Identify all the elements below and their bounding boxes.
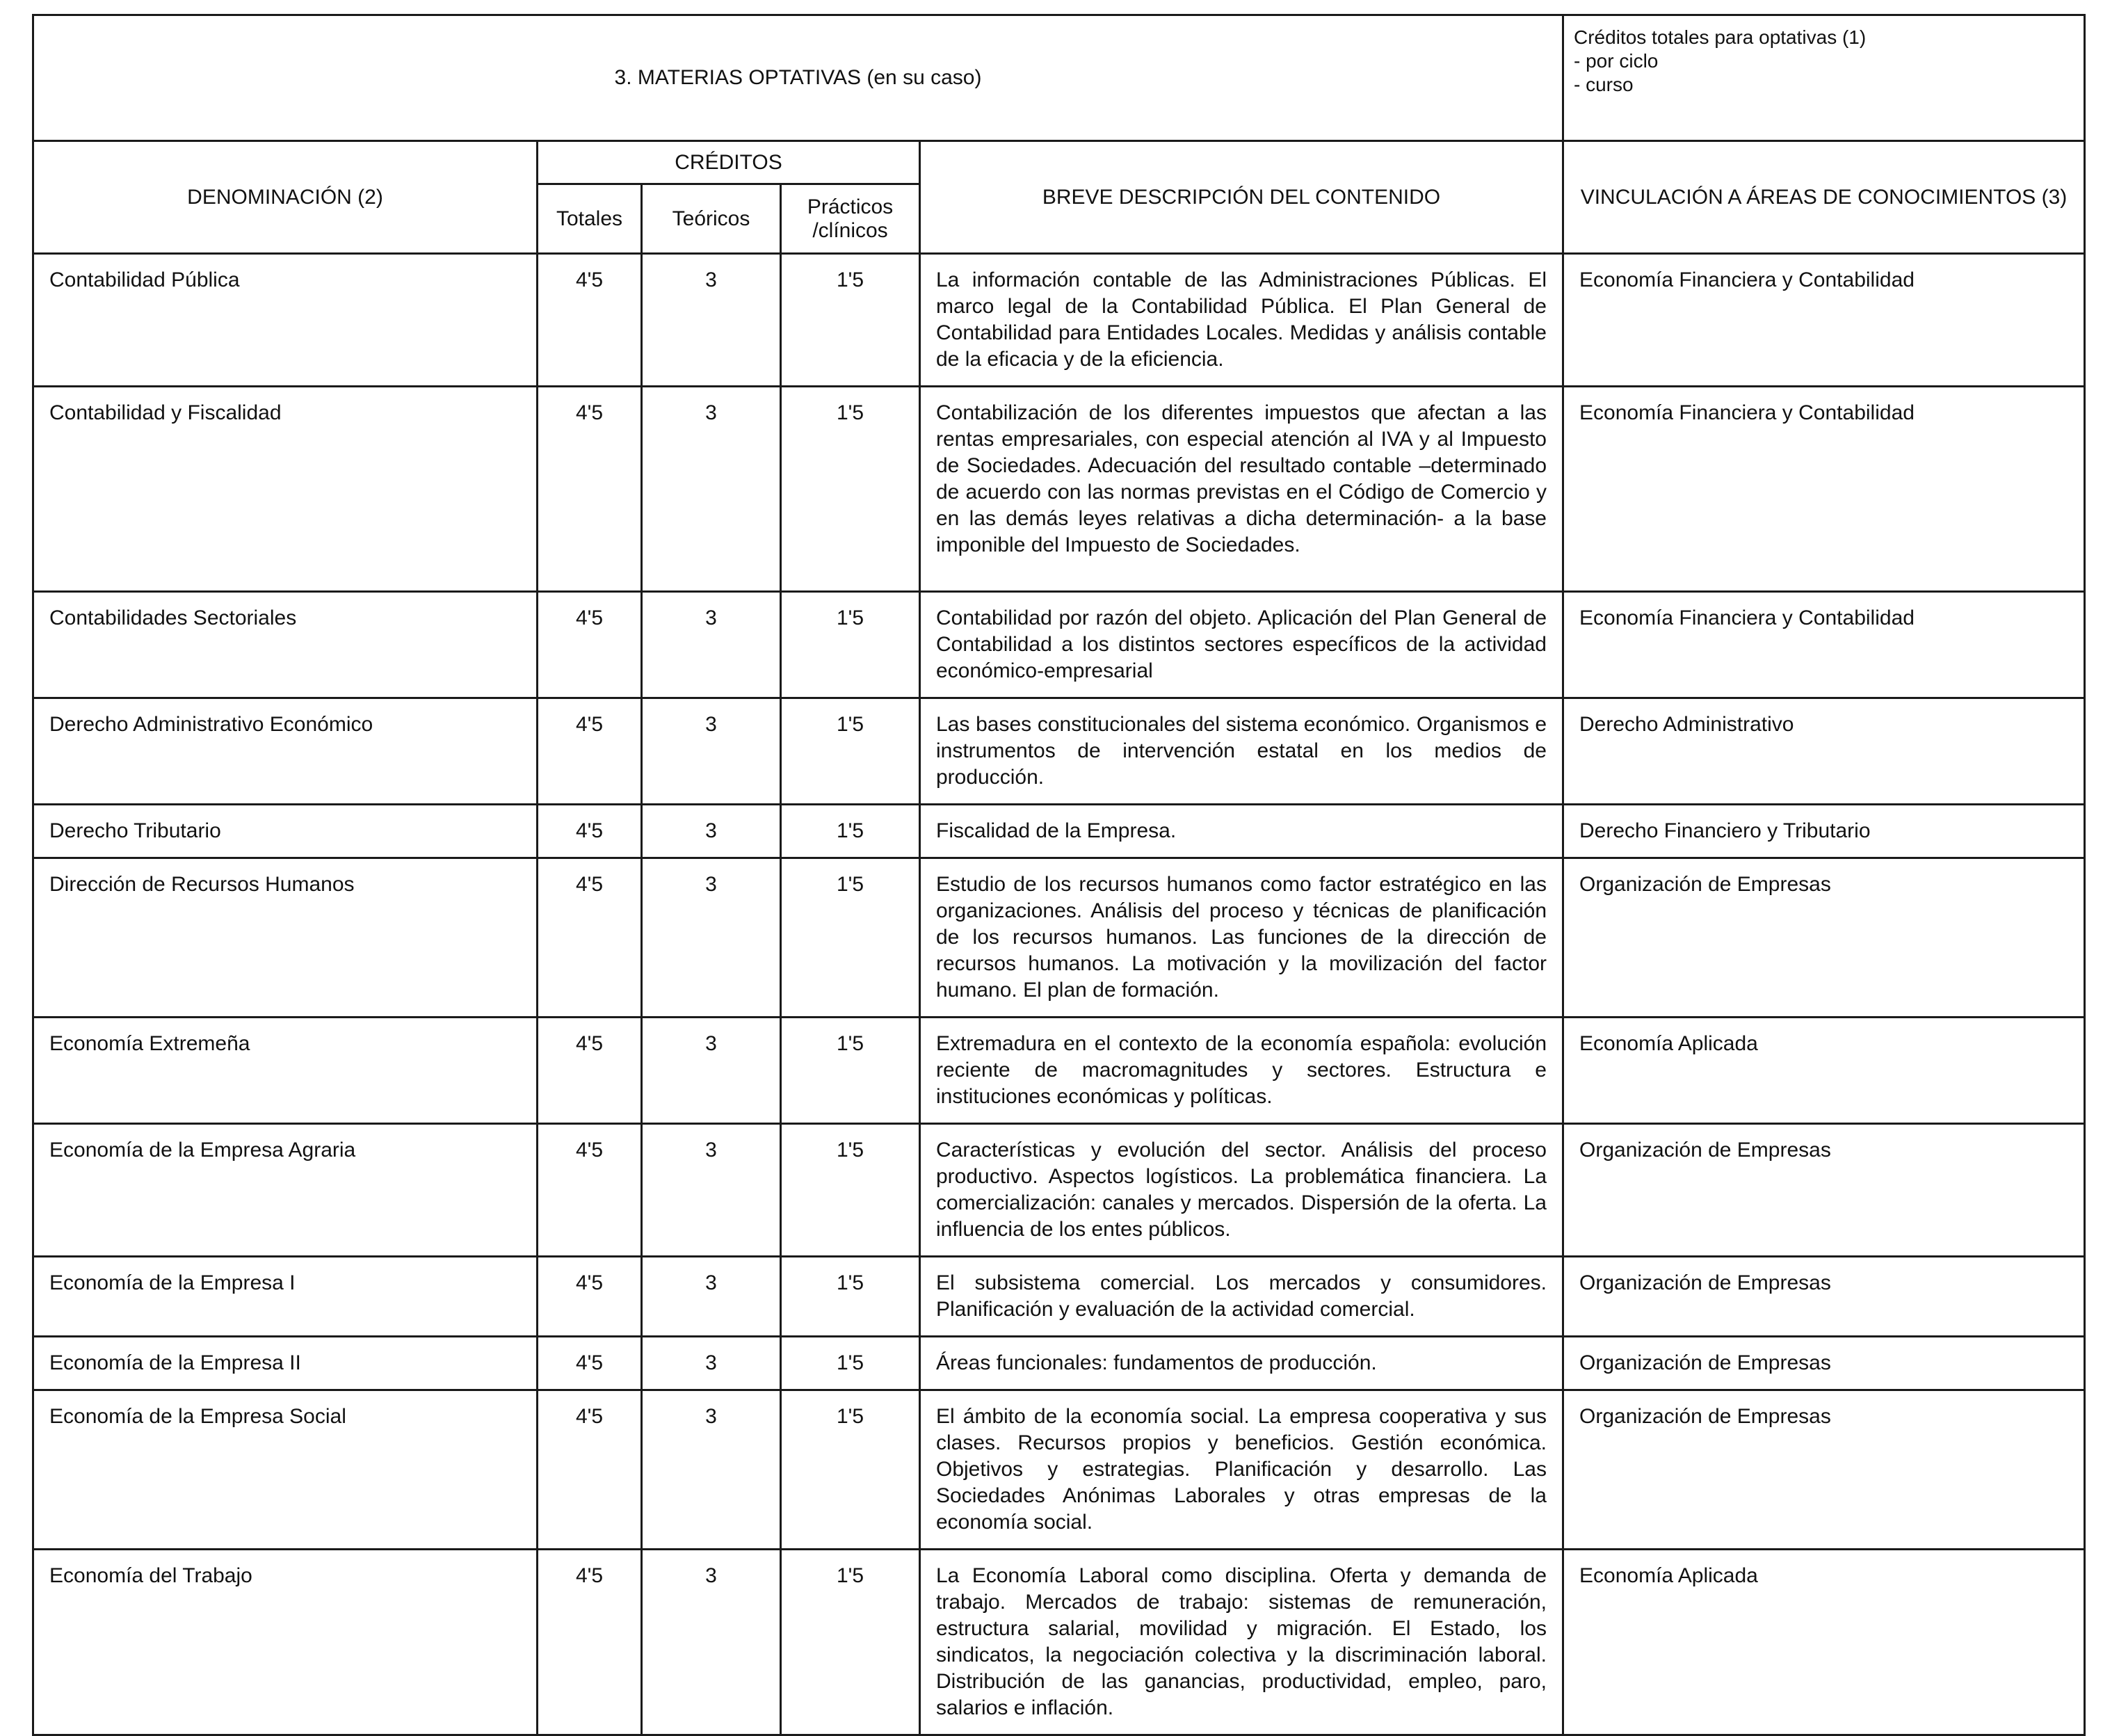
section-title: 3. MATERIAS OPTATIVAS (en su caso) xyxy=(33,15,1563,141)
col-header-practicos-line-2: /clínicos xyxy=(812,218,888,242)
credits-teoricos: 3 xyxy=(642,1390,781,1550)
subject-description: La Economía Laboral como disciplina. Oferta y demanda de trabajo. Mercados de trabajo: sistemas de remuneración, estructura salarial, movilidad y migración. El Estado, los sindicatos, la negociación colectiva y la discriminación laboral. Distribución de las ganancias, productividad, empleo, paro, salarios e inflación. xyxy=(920,1550,1563,1735)
credits-totales: 4'5 xyxy=(538,1124,642,1257)
materias-optativas-table xyxy=(32,14,2086,1736)
subject-name: Contabilidad y Fiscalidad xyxy=(33,387,538,592)
credits-practicos: 1'5 xyxy=(781,592,920,698)
subject-description: Fiscalidad de la Empresa. xyxy=(920,805,1563,858)
col-header-totales: Totales xyxy=(538,184,642,254)
subject-name: Contabilidades Sectoriales xyxy=(33,592,538,698)
col-header-denominacion: DENOMINACIÓN (2) xyxy=(33,141,538,254)
col-header-vinculacion: VINCULACIÓN A ÁREAS DE CONOCIMIENTOS (3) xyxy=(1563,141,2085,254)
credits-practicos: 1'5 xyxy=(781,254,920,387)
subject-name: Derecho Tributario xyxy=(33,805,538,858)
col-header-creditos: CRÉDITOS xyxy=(538,141,920,184)
subject-name: Contabilidad Pública xyxy=(33,254,538,387)
optativas-line-3: - curso xyxy=(1574,74,1634,95)
subject-description: Contabilidad por razón del objeto. Aplicación del Plan General de Contabilidad a los distintos sectores específicos de la actividad económico-empresarial xyxy=(920,592,1563,698)
table-row xyxy=(33,1550,2085,1735)
subject-name: Derecho Administrativo Económico xyxy=(33,698,538,805)
table-row xyxy=(33,387,2085,592)
subject-description: Extremadura en el contexto de la economía española: evolución reciente de macromagnitudes y sectores. Estructura e instituciones económicas y políticas. xyxy=(920,1018,1563,1124)
subject-description: Contabilización de los diferentes impuestos que afectan a las rentas empresariales, con especial atención al IVA y al Impuesto de Sociedades. Adecuación del resultado contable –determinado de acuerdo con las normas previstas en el Código de Comercio y en las demás leyes relativas a dicha determinación- a la base imponible del Impuesto de Sociedades. xyxy=(920,387,1563,592)
subject-description: Áreas funcionales: fundamentos de producción. xyxy=(920,1337,1563,1390)
table-row xyxy=(33,1257,2085,1337)
col-header-descripcion: BREVE DESCRIPCIÓN DEL CONTENIDO xyxy=(920,141,1563,254)
optativas-credits-info xyxy=(1563,15,2085,141)
col-header-teoricos: Teóricos xyxy=(642,184,781,254)
subject-description: La información contable de las Administraciones Públicas. El marco legal de la Contabilidad Pública. El Plan General de Contabilidad para Entidades Locales. Medidas y análisis contable de la eficacia y de la eficiencia. xyxy=(920,254,1563,387)
credits-teoricos: 3 xyxy=(642,1257,781,1337)
knowledge-area: Organización de Empresas xyxy=(1563,1337,2085,1390)
credits-totales: 4'5 xyxy=(538,805,642,858)
subject-name: Economía del Trabajo xyxy=(33,1550,538,1735)
title-row xyxy=(33,15,2085,141)
subject-name: Economía de la Empresa II xyxy=(33,1337,538,1390)
subject-name: Economía de la Empresa Agraria xyxy=(33,1124,538,1257)
table-row xyxy=(33,805,2085,858)
table-row xyxy=(33,254,2085,387)
knowledge-area: Derecho Administrativo xyxy=(1563,698,2085,805)
col-header-practicos-line-1: Prácticos xyxy=(807,195,894,218)
credits-teoricos: 3 xyxy=(642,805,781,858)
credits-totales: 4'5 xyxy=(538,1018,642,1124)
subject-name: Economía Extremeña xyxy=(33,1018,538,1124)
table-row xyxy=(33,858,2085,1018)
credits-teoricos: 3 xyxy=(642,592,781,698)
table-row xyxy=(33,1337,2085,1390)
credits-practicos: 1'5 xyxy=(781,1390,920,1550)
header-row-1 xyxy=(33,141,2085,184)
credits-teoricos: 3 xyxy=(642,698,781,805)
knowledge-area: Economía Financiera y Contabilidad xyxy=(1563,592,2085,698)
credits-practicos: 1'5 xyxy=(781,698,920,805)
credits-practicos: 1'5 xyxy=(781,1018,920,1124)
subject-description: El ámbito de la economía social. La empresa cooperativa y sus clases. Recursos propios y beneficios. Gestión económica. Objetivos y estrategias. Planificación y desarrollo. Las Sociedades Anónimas Laborales y otras empresas de la economía social. xyxy=(920,1390,1563,1550)
credits-practicos: 1'5 xyxy=(781,1124,920,1257)
credits-totales: 4'5 xyxy=(538,858,642,1018)
table-row xyxy=(33,1124,2085,1257)
credits-totales: 4'5 xyxy=(538,1390,642,1550)
table-row xyxy=(33,1390,2085,1550)
knowledge-area: Organización de Empresas xyxy=(1563,858,2085,1018)
credits-totales: 4'5 xyxy=(538,1257,642,1337)
credits-practicos: 1'5 xyxy=(781,858,920,1018)
col-header-practicos xyxy=(781,184,920,254)
credits-teoricos: 3 xyxy=(642,858,781,1018)
subject-name: Economía de la Empresa Social xyxy=(33,1390,538,1550)
table-row xyxy=(33,698,2085,805)
knowledge-area: Organización de Empresas xyxy=(1563,1124,2085,1257)
credits-totales: 4'5 xyxy=(538,387,642,592)
knowledge-area: Organización de Empresas xyxy=(1563,1390,2085,1550)
subject-description: Las bases constitucionales del sistema económico. Organismos e instrumentos de intervención estatal en los medios de producción. xyxy=(920,698,1563,805)
credits-practicos: 1'5 xyxy=(781,805,920,858)
knowledge-area: Organización de Empresas xyxy=(1563,1257,2085,1337)
table-row xyxy=(33,1018,2085,1124)
credits-totales: 4'5 xyxy=(538,1337,642,1390)
credits-teoricos: 3 xyxy=(642,254,781,387)
credits-teoricos: 3 xyxy=(642,387,781,592)
subject-name: Dirección de Recursos Humanos xyxy=(33,858,538,1018)
subject-description: Características y evolución del sector. Análisis del proceso productivo. Aspectos logísticos. La problemática financiera. La comercialización: canales y mercados. Dispersión de la oferta. La influencia de los entes públicos. xyxy=(920,1124,1563,1257)
optativas-line-2: - por ciclo xyxy=(1574,50,1659,72)
credits-totales: 4'5 xyxy=(538,698,642,805)
credits-practicos: 1'5 xyxy=(781,1550,920,1735)
knowledge-area: Derecho Financiero y Tributario xyxy=(1563,805,2085,858)
credits-teoricos: 3 xyxy=(642,1337,781,1390)
subject-name: Economía de la Empresa I xyxy=(33,1257,538,1337)
knowledge-area: Economía Financiera y Contabilidad xyxy=(1563,387,2085,592)
subject-description: Estudio de los recursos humanos como factor estratégico en las organizaciones. Análisis del proceso y técnicas de planificación de los recursos humanos. Las funciones de la dirección de recursos humanos. La motivación y la movilización del factor humano. El plan de formación. xyxy=(920,858,1563,1018)
table-row xyxy=(33,592,2085,698)
credits-totales: 4'5 xyxy=(538,254,642,387)
knowledge-area: Economía Aplicada xyxy=(1563,1550,2085,1735)
credits-teoricos: 3 xyxy=(642,1018,781,1124)
credits-practicos: 1'5 xyxy=(781,1337,920,1390)
credits-teoricos: 3 xyxy=(642,1550,781,1735)
optativas-line-1: Créditos totales para optativas (1) xyxy=(1574,26,1867,48)
credits-totales: 4'5 xyxy=(538,1550,642,1735)
knowledge-area: Economía Financiera y Contabilidad xyxy=(1563,254,2085,387)
credits-totales: 4'5 xyxy=(538,592,642,698)
credits-practicos: 1'5 xyxy=(781,387,920,592)
credits-teoricos: 3 xyxy=(642,1124,781,1257)
subject-description: El subsistema comercial. Los mercados y consumidores. Planificación y evaluación de la actividad comercial. xyxy=(920,1257,1563,1337)
credits-practicos: 1'5 xyxy=(781,1257,920,1337)
knowledge-area: Economía Aplicada xyxy=(1563,1018,2085,1124)
